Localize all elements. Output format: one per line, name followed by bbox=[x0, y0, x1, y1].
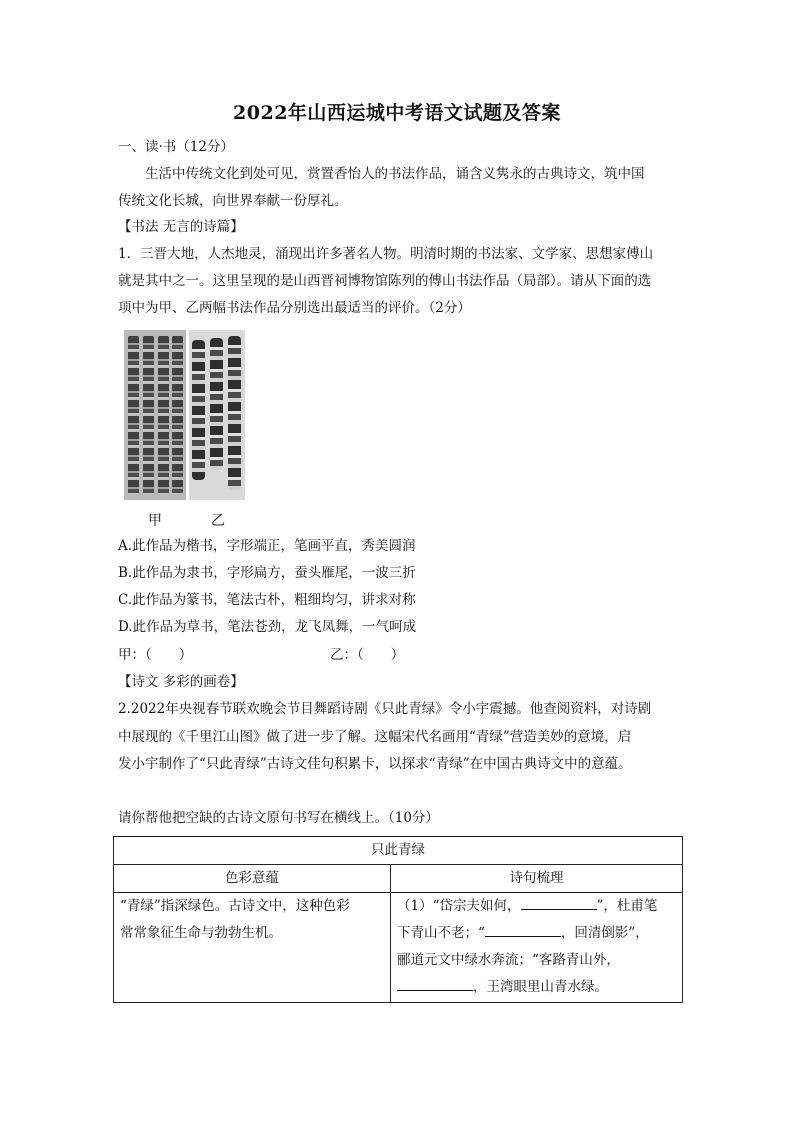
table-title: 只此青绿 bbox=[114, 837, 683, 865]
poem-text: ，王湾眼里山青水绿。 bbox=[473, 979, 608, 995]
accumulation-card-table bbox=[113, 836, 683, 1003]
question-2-instruction: 请你帮他把空缺的古诗文原句书写在横线上。（10分） bbox=[118, 810, 439, 826]
table-header-color-meaning: 色彩意蕴 bbox=[114, 865, 391, 893]
fill-blank-2[interactable] bbox=[485, 922, 561, 937]
question-1-text: 项中为甲、乙两幅书法作品分别选出最适当的评价。（2分） bbox=[118, 300, 471, 316]
poem-line: 郦道元文中绿水奔流；“客路青山外， bbox=[397, 952, 620, 968]
intro-text: 生活中传统文化到处可见，赏置香怡人的书法作品，诵含义隽永的古典诗文，筑中国 bbox=[145, 166, 645, 182]
section-heading: 一、读·书（12分） bbox=[118, 139, 234, 155]
poem-text: （1）“岱宗夫如何， bbox=[397, 898, 521, 914]
option-d: D.此作品为草书，笔法苍劲，龙飞凤舞，一气呵成 bbox=[118, 619, 417, 635]
answer-yi: 乙：（ ） bbox=[330, 647, 405, 663]
question-2-text: 发小宇制作了“只此青绿”古诗文佳句积累卡，以探求“青绿”在中国古典诗文中的意蕴。 bbox=[118, 756, 632, 772]
question-2-text: 2.2022年央视春节联欢晚会节目舞蹈诗剧《只此青绿》令小宇震撼。他查阅资料，对诗剧 bbox=[118, 701, 652, 717]
poem-line bbox=[397, 893, 676, 920]
poem-text: 下青山不老；“ bbox=[397, 925, 485, 941]
option-c: C.此作品为篆书，笔法古朴，粗细均匀，讲求对称 bbox=[118, 592, 416, 608]
poem-text: ”，杜甫笔 bbox=[596, 898, 658, 914]
table-cell-poem-lines bbox=[391, 893, 683, 1003]
cell-text: “青绿”指深绿色。古诗文中，这种色彩 bbox=[120, 898, 350, 914]
calligraphy-image-jia bbox=[124, 330, 186, 500]
question-1-text: 1．三晋大地，人杰地灵，涌现出许多著名人物。明清时期的书法家、文学家、思想家傅山 bbox=[118, 246, 654, 262]
poem-text: ，回清倒影”， bbox=[560, 925, 649, 941]
calligraphy-image-yi bbox=[189, 330, 245, 500]
table-cell-color-meaning bbox=[114, 893, 391, 1003]
part-heading-calligraphy: 【书法 无言的诗篇】 bbox=[118, 219, 244, 235]
question-1-text: 就是其中之一。这里呈现的是山西晋祠博物馆陈列的傅山书法作品（局部）。请从下面的选 bbox=[118, 273, 652, 289]
poem-line bbox=[397, 920, 676, 947]
answer-jia: 甲：（ ） bbox=[118, 647, 193, 663]
table-header-poem-lines: 诗句梳理 bbox=[391, 865, 683, 893]
intro-text: 传统文化长城，向世界奉献一份厚礼。 bbox=[118, 193, 348, 209]
caption-yi: 乙 bbox=[211, 513, 225, 529]
option-b: B.此作品为隶书，字形扁方，蚕头雁尾，一波三折 bbox=[118, 565, 416, 581]
poem-line bbox=[397, 974, 676, 1001]
cell-text: 常常象征生命与勃勃生机。 bbox=[120, 925, 282, 941]
part-heading-poetry: 【诗文 多彩的画卷】 bbox=[118, 674, 244, 690]
question-2-text: 中展现的《千里江山图》做了进一步了解。这幅宋代名画用“青绿”营造美妙的意境，启 bbox=[118, 729, 632, 745]
fill-blank-1[interactable] bbox=[521, 895, 597, 910]
caption-jia: 甲 bbox=[148, 513, 162, 529]
option-a: A.此作品为楷书，字形端正，笔画平直，秀美圆润 bbox=[118, 538, 416, 554]
page-title: 2022年山西运城中考语文试题及答案 bbox=[233, 102, 561, 124]
fill-blank-3[interactable] bbox=[397, 976, 473, 991]
